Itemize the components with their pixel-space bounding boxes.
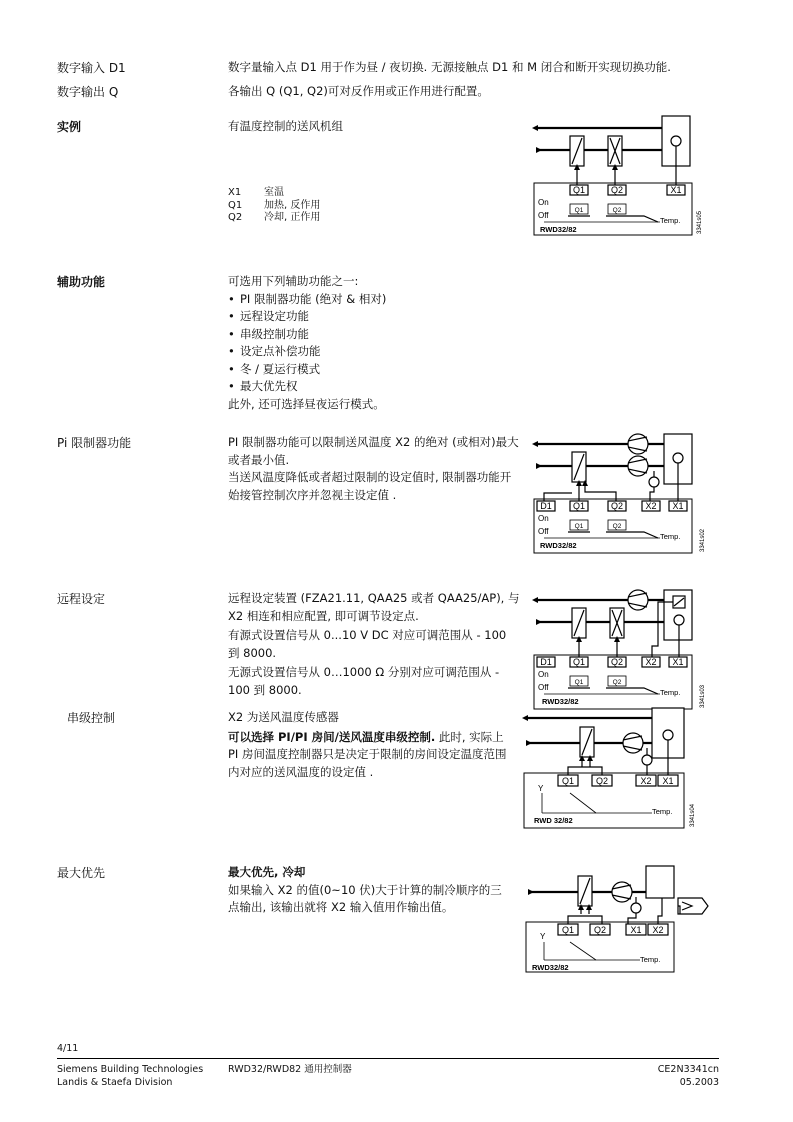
diag4-y-label: Y <box>538 784 544 793</box>
list-item: • 设定点补偿功能 <box>228 343 518 361</box>
diagram-max-priority <box>522 862 717 977</box>
diag2-terminal: X2 <box>645 501 657 511</box>
diag4-terminal: Q2 <box>595 776 609 786</box>
diag3-terminal: Q1 <box>572 657 586 667</box>
text-q: 各输出 Q (Q1, Q2)可对反作用或正作用进行配置。 <box>228 84 489 98</box>
diag2-model-label: RWD32/82 <box>540 541 577 550</box>
diagram-remote-setpoint <box>530 586 720 716</box>
diag4-model-label: RWD 32/82 <box>534 816 573 825</box>
footer-date: 05.2003 <box>679 1077 719 1088</box>
label-remote-setpoint: 远程设定 <box>57 592 106 606</box>
max-title: 最大优先, 冷却 <box>228 865 306 879</box>
remote-text-1: 远程设定装置 (FZA21.11, QAA25 或者 QAA25/AP), 与 X2 相连和相应配置, 即可调节设定点. <box>228 591 520 623</box>
diag3-output: Q2 <box>612 679 622 686</box>
diag5-terminal: X2 <box>652 925 664 935</box>
diagram-pi-limiter <box>530 430 720 560</box>
diag3-terminal: Q2 <box>610 657 624 667</box>
diag4-terminal: X2 <box>640 776 652 786</box>
diag1-output: Q1 <box>574 207 584 214</box>
aux-intro: 可选用下列辅助功能之一: <box>228 274 359 288</box>
diag2-on-label: On <box>538 514 549 523</box>
pi-text-1: PI 限制器功能可以限制送风温度 X2 的绝对 (或相对)最大或者最小值. <box>228 435 519 467</box>
legend-row: X1 室温 <box>228 187 284 198</box>
label-max-priority: 最大优先 <box>57 866 106 880</box>
diag5-terminal: Q1 <box>561 925 575 935</box>
label-digital-output-q: 数字输出 Q <box>57 85 119 99</box>
pi-limiter-block <box>228 434 520 504</box>
diag1-code: 3341s05 <box>697 210 703 234</box>
diag4-temp-label: Temp. <box>652 807 673 816</box>
diag3-terminal: X2 <box>645 657 657 667</box>
footer-doc-number: CE2N3341cn <box>657 1064 719 1075</box>
diag5-terminal: Q2 <box>593 925 607 935</box>
aux-list <box>228 291 518 396</box>
diag3-terminal: D1 <box>540 657 552 667</box>
list-item: • 最大优先权 <box>228 378 518 396</box>
label-digital-input-d1: 数字输入 D1 <box>57 61 126 75</box>
diag3-terminal: X1 <box>672 657 684 667</box>
label-example: 实例 <box>57 120 82 134</box>
label-pi-limiter: Pi 限制器功能 <box>57 436 132 450</box>
diag2-output: Q2 <box>612 523 622 530</box>
diag1-terminal: Q2 <box>610 185 624 195</box>
label-aux-functions: 辅助功能 <box>57 275 106 289</box>
diag2-temp-label: Temp. <box>660 532 681 541</box>
diag4-code: 3341s04 <box>690 803 696 827</box>
diag1-terminal: Q1 <box>572 185 586 195</box>
diag1-on-label: On <box>538 198 549 207</box>
list-item: • 串级控制功能 <box>228 326 518 344</box>
cascade-block <box>228 709 510 781</box>
list-item: • PI 限制器功能 (绝对 & 相对) <box>228 291 518 309</box>
diag2-terminal: D1 <box>540 501 552 511</box>
max-priority-block <box>228 864 513 917</box>
label-cascade: 串级控制 <box>67 711 116 725</box>
diag4-terminal: Q1 <box>561 776 575 786</box>
text-example: 有温度控制的送风机组 <box>228 119 343 133</box>
diag2-terminal: Q1 <box>572 501 586 511</box>
aux-functions-block <box>228 273 518 413</box>
diag3-on-label: On <box>538 670 549 679</box>
diag1-output: Q2 <box>612 207 622 214</box>
cascade-text-2: 可以选择 PI/PI 房间/送风温度串级控制. 此时, 实际上 PI 房间温度控制器只是决定于限制的房间设定温度范围内对应的送风温度的设定值 . <box>228 729 507 779</box>
diag3-output: Q1 <box>574 679 584 686</box>
aux-outro: 此外, 还可选择昼夜运行模式。 <box>228 396 385 411</box>
diag5-temp-label: Temp. <box>640 955 661 964</box>
diag5-terminal: X1 <box>630 925 642 935</box>
diag3-temp-label: Temp. <box>660 688 681 697</box>
list-item: • 冬 / 夏运行模式 <box>228 361 518 379</box>
max-text: 如果输入 X2 的值(0~10 伏)大于计算的制冷顺序的三点输出, 该输出就将 X2 输入值用作输出值。 <box>228 882 502 914</box>
footer-company-2: Landis & Staefa Division <box>57 1077 173 1088</box>
pi-text-2: 当送风温度降低或者超过限制的设定值时, 限制器功能开始接管控制次序并忽视主设定值 . <box>228 470 512 502</box>
diag2-code: 3341s02 <box>700 528 706 552</box>
diag1-model-label: RWD32/82 <box>540 225 577 234</box>
diag1-terminal: X1 <box>670 185 682 195</box>
diag3-code: 3341s03 <box>700 684 706 708</box>
diag3-model-label: RWD32/82 <box>542 697 579 706</box>
page-number: 4/11 <box>57 1043 79 1054</box>
example-legend <box>228 187 320 225</box>
diag3-off-label: Off <box>538 683 549 692</box>
remote-text-3: 无源式设置信号从 0…1000 Ω 分别对应可调范围从 - 100 到 8000. <box>228 665 500 697</box>
remote-text-2: 有源式设置信号从 0...10 V DC 对应可调范围从 - 100 到 8000. <box>228 628 507 660</box>
legend-row: Q2 冷却, 正作用 <box>228 212 321 223</box>
diag2-terminal: Q2 <box>610 501 624 511</box>
legend-row: Q1 加热, 反作用 <box>228 199 321 211</box>
diag5-y-label: Y <box>540 932 546 941</box>
diag2-off-label: Off <box>538 527 549 536</box>
diag1-temp-label: Temp. <box>660 216 681 225</box>
remote-setpoint-block <box>228 590 520 699</box>
text-d1: 数字量输入点 D1 用于作为昼 / 夜切换. 无源接触点 D1 和 M 闭合和断开实现切换功能. <box>228 60 671 74</box>
footer-divider <box>57 1058 719 1059</box>
footer-doc-title: RWD32/RWD82 通用控制器 <box>228 1064 352 1075</box>
diag4-terminal: X1 <box>662 776 674 786</box>
diag2-output: Q1 <box>574 523 584 530</box>
footer-company-1: Siemens Building Technologies <box>57 1064 204 1075</box>
diag5-model-label: RWD32/82 <box>532 963 569 972</box>
diag2-terminal: X1 <box>672 501 684 511</box>
diagram-cascade <box>520 705 715 830</box>
diag1-off-label: Off <box>538 211 549 220</box>
list-item: • 远程设定功能 <box>228 308 518 326</box>
cascade-text-1: X2 为送风温度传感器 <box>228 710 339 724</box>
diagram-example-ahu <box>530 112 720 242</box>
